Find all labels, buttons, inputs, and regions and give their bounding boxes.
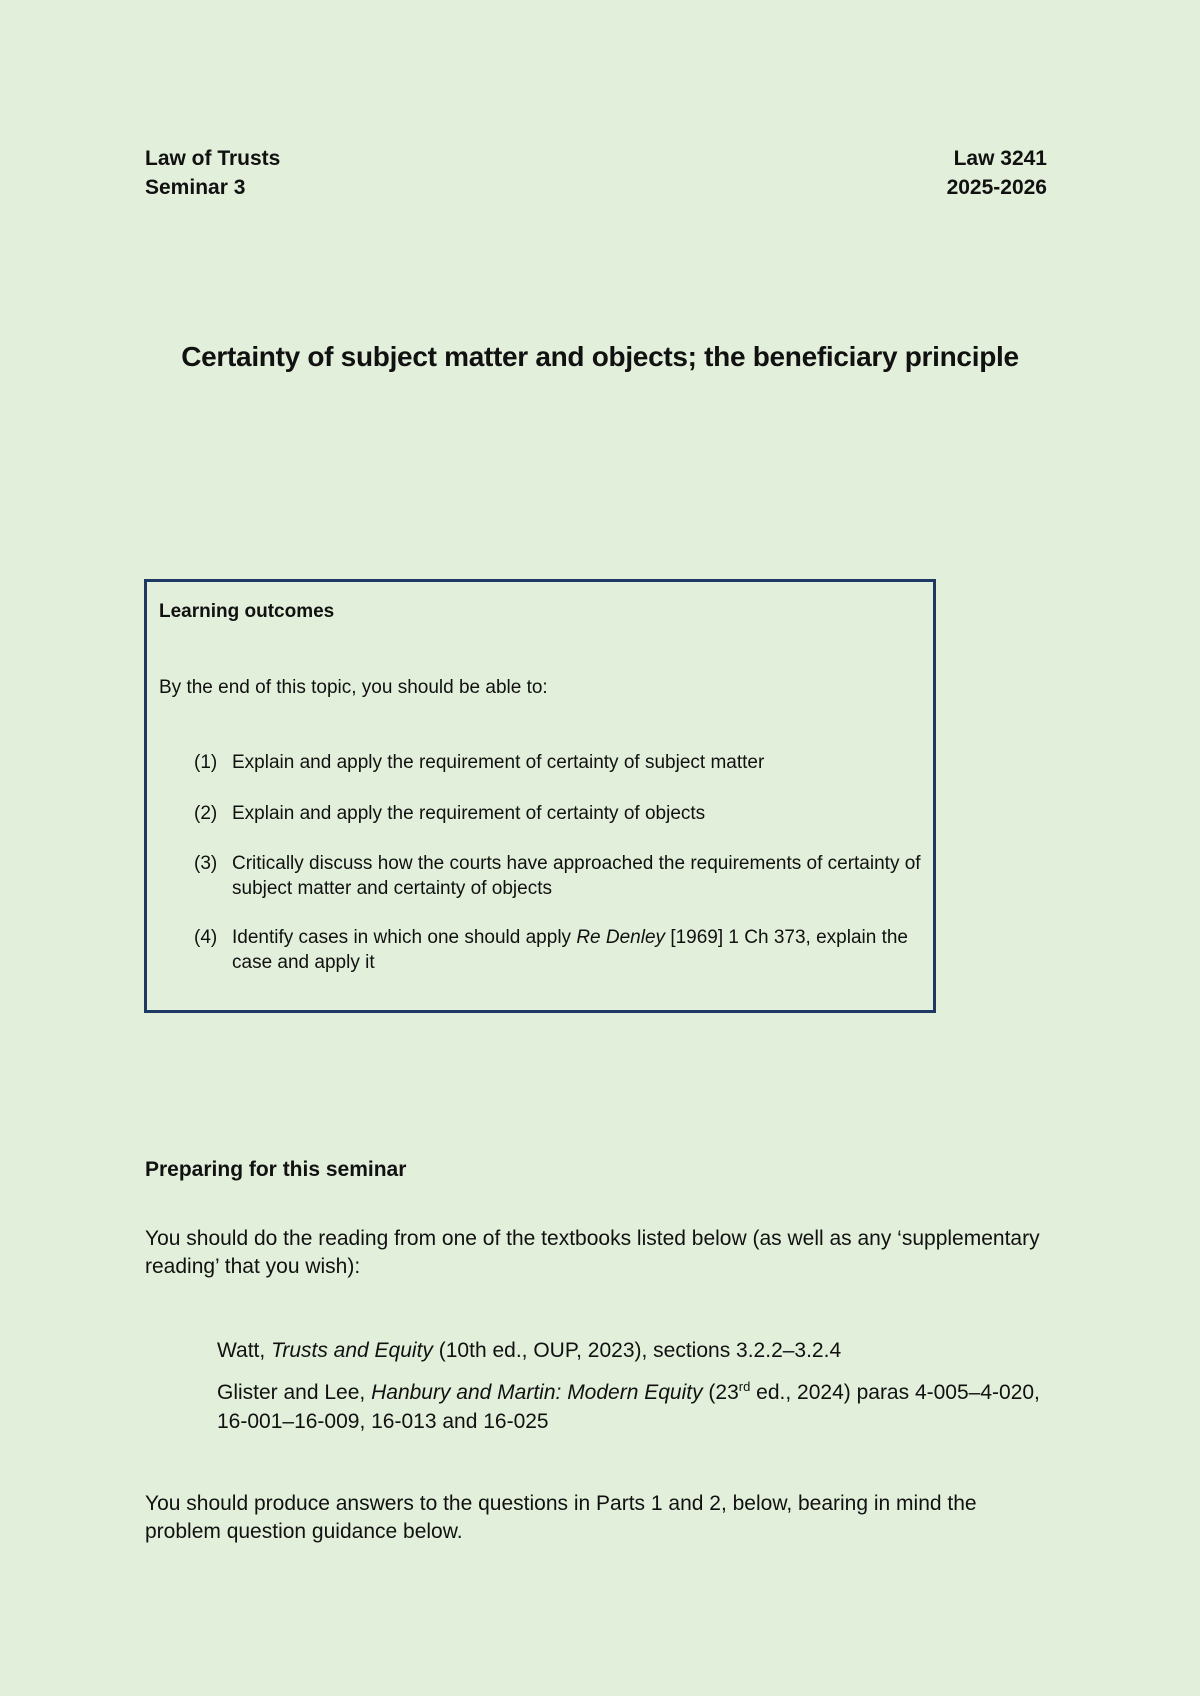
list-item-text: Explain and apply the requirement of certainty of objects — [232, 803, 706, 824]
learning-outcomes-intro: By the end of this topic, you should be able to: — [159, 677, 548, 698]
list-item — [194, 801, 934, 826]
list-item-number: (1) — [194, 752, 218, 773]
reading-details: ed., 2024) paras 4-005–4-020, 16-001–16-009, 16-013 and 16-025 — [217, 1381, 1040, 1433]
case-name: Re Denley — [576, 927, 666, 948]
header-left — [145, 144, 280, 202]
course-code: Law 3241 — [953, 147, 1047, 170]
academic-year: 2025-2026 — [946, 176, 1047, 199]
text-segment: [1969] 1 Ch 373, explain the case and apply it — [232, 927, 909, 973]
page-title: Certainty of subject matter and objects; the beneficiary principle — [181, 341, 1019, 372]
reading-item — [217, 1378, 1057, 1436]
course-name: Law of Trusts — [145, 147, 281, 170]
header-right — [947, 144, 1047, 202]
preparing-closing: You should produce answers to the questions in Parts 1 and 2, below, bearing in mind the problem question guidance below. — [145, 1492, 977, 1543]
seminar-number: Seminar 3 — [145, 176, 246, 199]
list-item-text: Critically discuss how the courts have approached the requirements of certainty of subject matter and certainty of objects — [232, 853, 921, 899]
learning-outcomes-heading: Learning outcomes — [159, 601, 335, 622]
reading-item — [217, 1336, 1057, 1365]
document-header — [145, 144, 1047, 202]
list-item-number: (4) — [194, 927, 218, 948]
text-segment: Identify cases in which one should apply — [232, 927, 577, 948]
reading-author: Watt, — [217, 1339, 272, 1362]
reading-author: Glister and Lee, — [217, 1381, 372, 1404]
ordinal-suffix: rd — [738, 1379, 751, 1394]
list-item-number: (3) — [194, 853, 218, 874]
list-item — [194, 925, 934, 975]
list-item — [194, 750, 934, 775]
reading-book-title: Trusts and Equity — [271, 1339, 433, 1362]
reading-details: (10th ed., OUP, 2023), sections 3.2.2–3.2.4 — [432, 1339, 842, 1362]
reading-book-title: Hanbury and Martin: Modern Equity — [371, 1381, 703, 1404]
list-item-text: Explain and apply the requirement of certainty of subject matter — [232, 752, 765, 773]
reading-details: (23 — [702, 1381, 739, 1404]
list-item-text — [232, 925, 934, 975]
preparing-intro: You should do the reading from one of the textbooks listed below (as well as any ‘supplementary reading’ that you wish): — [145, 1227, 1040, 1278]
preparing-heading: Preparing for this seminar — [145, 1158, 407, 1181]
list-item-number: (2) — [194, 803, 218, 824]
list-item — [194, 851, 934, 901]
